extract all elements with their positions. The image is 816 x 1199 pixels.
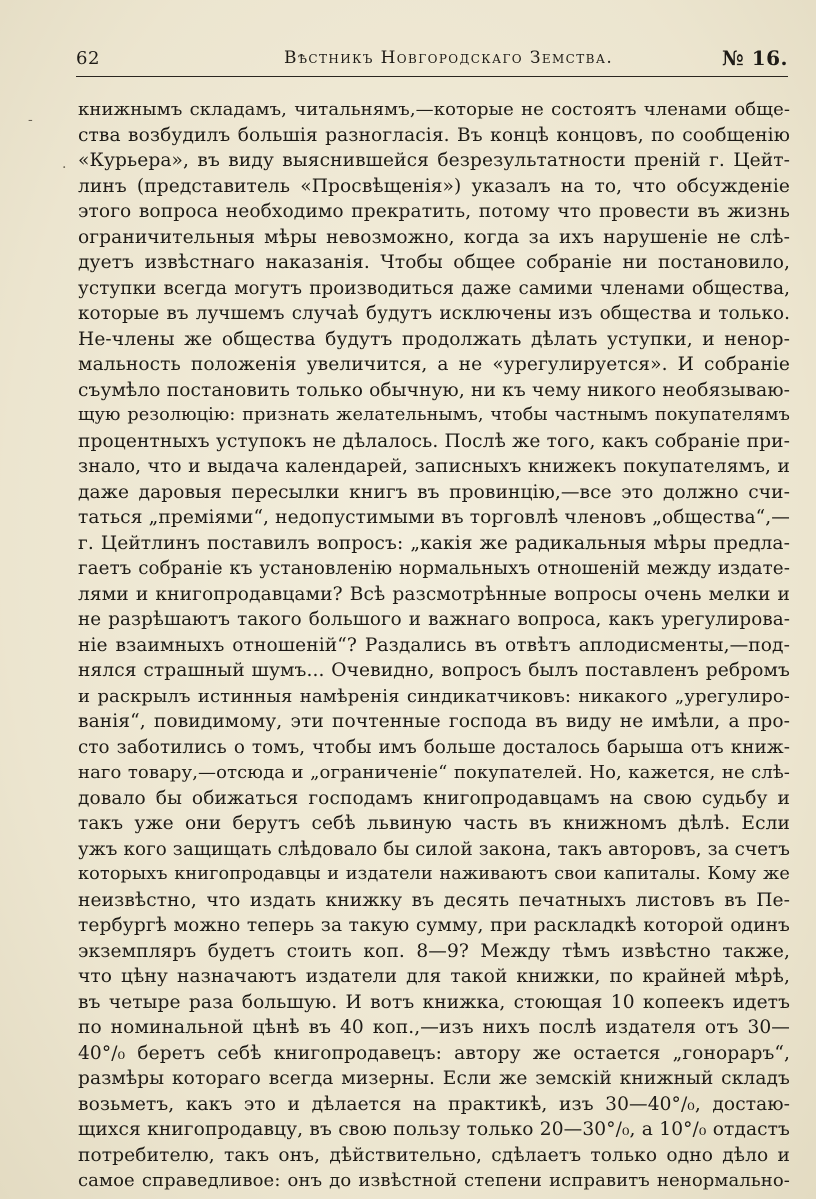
text-line: таться „преміями“, недопустимыми въ торговлѣ членовъ „общества“,—	[78, 507, 790, 528]
text-line: и раскрылъ истинныя намѣренія синдикатчиковъ: никакого „урегулиро-	[78, 685, 790, 707]
journal-title: Вѣстникъ Новгородскаго Земства.	[284, 48, 614, 68]
text-line: щихся книгопродавцу, въ свою пользу только 20—30°/₀, а 10°/₀ отдастъ	[78, 1119, 790, 1140]
text-line: ства возбудилъ большія разногласія. Въ концѣ концовъ, по сообщенію	[78, 124, 790, 146]
text-line: самое справедливое: онъ до извѣстной степени исправитъ ненормально-	[78, 1170, 790, 1191]
margin-mark: ·	[62, 160, 67, 176]
text-line: которые въ лучшемъ случаѣ будутъ исключены изъ общества и только.	[78, 303, 790, 324]
text-line: уступки всегда могутъ производиться даже самими членами общества,	[78, 277, 790, 299]
text-line: даже даровыя пересылки книгъ въ провинцію,—все это должно счи-	[78, 481, 790, 503]
text-line: въ четыре раза большую. И вотъ книжка, стоющая 10 копеекъ идетъ	[78, 991, 790, 1013]
text-line: возьметъ, какъ это и дѣлается на практикѣ, изъ 30—40°/₀, достаю-	[78, 1093, 790, 1115]
text-line: линъ (представитель «Просвѣщенія») указалъ на то, что обсужденіе	[78, 175, 790, 197]
text-line: ужъ кого защищать слѣдовало бы силой закона, такъ авторовъ, за счетъ	[78, 838, 790, 860]
article-body	[78, 97, 790, 1194]
text-line: ніе взаимныхъ отношеній“? Раздались въ отвѣтъ аплодисменты,—под-	[78, 634, 790, 656]
text-line: что цѣну назначаютъ издатели для такой книжки, по крайней мѣрѣ,	[78, 966, 790, 987]
text-line: не разрѣшаютъ такого большого и важнаго вопроса, какъ урегулирова-	[78, 609, 790, 630]
margin-mark: -	[28, 112, 33, 128]
text-line: мальность положенія увеличится, а не «урегулируется». И собраніе	[78, 354, 790, 375]
text-line: довало бы обижаться господамъ книгопродавцамъ на свою судьбу и	[78, 787, 790, 809]
text-line: 40°/₀ беретъ себѣ книгопродавецъ: автору же остается „гонораръ“,	[78, 1042, 790, 1064]
text-line: сто заботились о томъ, чтобы имъ больше досталось барыша отъ книж-	[78, 736, 790, 758]
text-line: нялся страшный шумъ... Очевидно, вопросъ былъ поставленъ ребромъ	[78, 660, 790, 681]
text-line: тербургѣ можно теперь за такую сумму, при раскладкѣ которой одинъ	[78, 915, 790, 936]
text-line: «Курьера», въ виду выяснившейся безрезультатности преній г. Цейт-	[78, 150, 790, 171]
running-header	[76, 44, 788, 78]
header-rule	[76, 76, 788, 77]
text-line: по номинальной цѣнѣ въ 40 коп.,—изъ нихъ послѣ издателя отъ 30—	[78, 1017, 790, 1038]
text-line: г. Цейтлинъ поставилъ вопросъ: „какія же радикальныя мѣры предла-	[78, 532, 790, 554]
text-line: Не-члены же общества будутъ продолжать дѣлать уступки, и ненор-	[78, 328, 790, 350]
text-line: потребителю, такъ онъ, дѣйствительно, сдѣлаетъ только одно дѣло и	[78, 1144, 790, 1166]
text-line: такъ уже они берутъ себѣ львиную часть въ книжномъ дѣлѣ. Если	[78, 813, 790, 834]
text-line: дуетъ извѣстнаго наказанія. Чтобы общее собраніе ни постановило,	[78, 252, 790, 273]
text-line: которыхъ книгопродавцы и издатели наживаютъ свои капиталы. Кому же	[78, 864, 790, 884]
text-line: ванія“, повидимому, эти почтенные господа въ виду не имѣли, а про-	[78, 711, 790, 732]
text-line: экземпляръ будетъ стоить коп. 8—9? Между тѣмъ извѣстно также,	[78, 940, 790, 962]
issue-number: № 16.	[722, 46, 788, 70]
text-line: наго товару,—отсюда и „ограниченіе“ покупателей. Но, кажется, не слѣ-	[78, 762, 790, 783]
text-line: размѣры котораго всегда мизерны. Если же земскій книжный складъ	[78, 1068, 790, 1089]
text-line: процентныхъ уступокъ не дѣлалось. Послѣ же того, какъ собраніе при-	[78, 430, 790, 452]
text-line: лями и книгопродавцами? Всѣ разсмотрѣнные вопросы очень мелки и	[78, 583, 790, 605]
page-number: 62	[76, 48, 100, 69]
text-line: неизвѣстно, что издать книжку въ десять печатныхъ листовъ въ Пе-	[78, 889, 790, 911]
text-line: съумѣло постановить только обычную, ни къ чему никого необязываю-	[78, 379, 790, 401]
text-line: щую резолюцію: признать желательнымъ, чтобы частнымъ покупателямъ	[78, 405, 790, 425]
text-line: этого вопроса необходимо прекратить, потому что провести въ жизнь	[78, 201, 790, 222]
text-line: знало, что и выдача календарей, записныхъ книжекъ покупателямъ, и	[78, 456, 790, 477]
text-line: гаетъ собраніе къ установленію нормальныхъ отношеній между издате-	[78, 558, 790, 579]
text-line: ограничительныя мѣры невозможно, когда за ихъ нарушеніе не слѣ-	[78, 226, 790, 248]
text-line: книжнымъ складамъ, читальнямъ,—которые не состоятъ членами обще-	[78, 99, 790, 120]
